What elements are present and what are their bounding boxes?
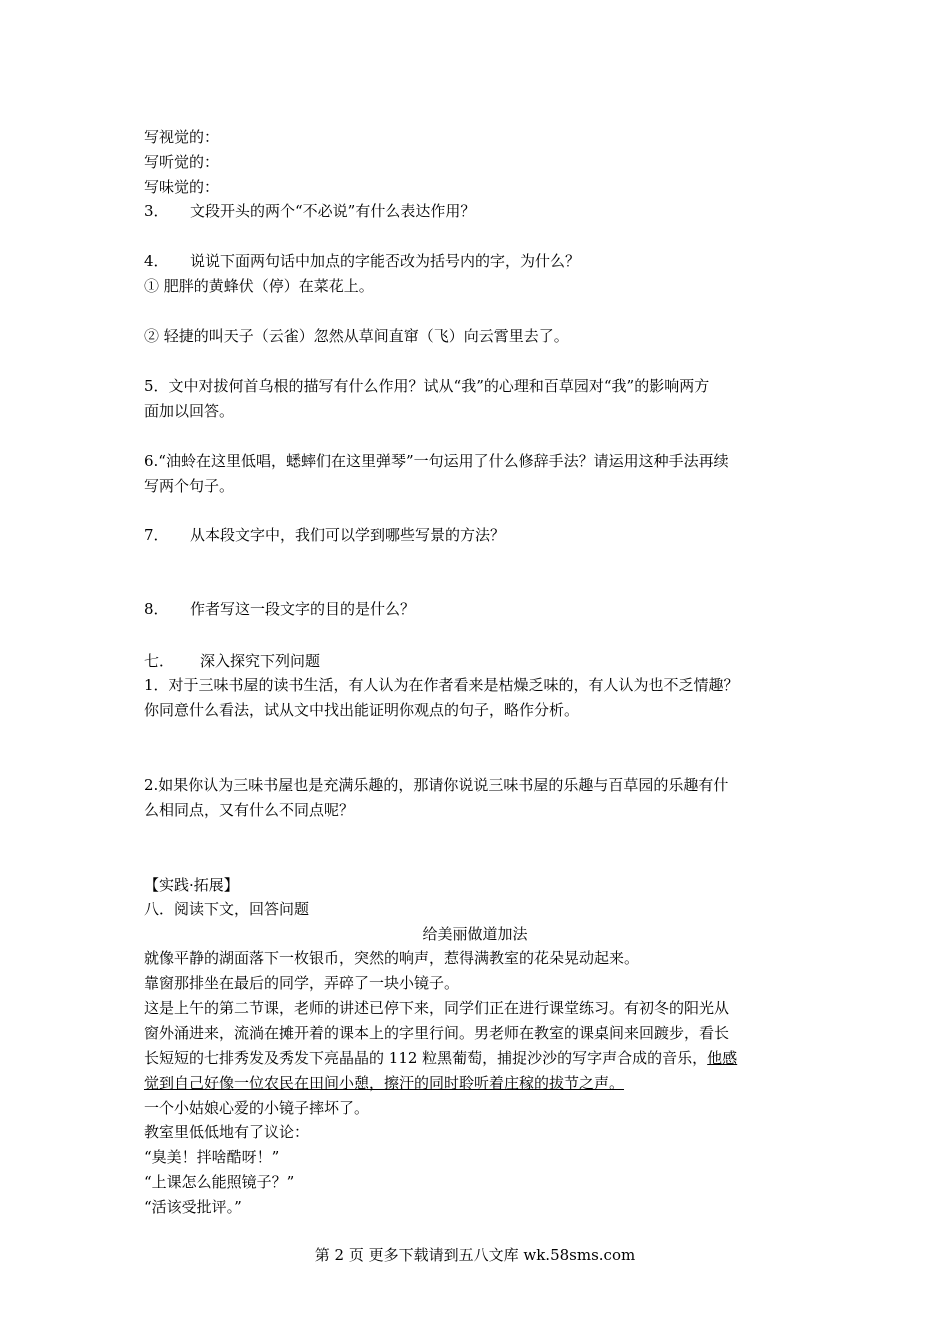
article-title: 给美丽做道加法 xyxy=(422,925,528,943)
section-title: 深入探究下列问题 xyxy=(200,652,321,670)
question-number: 4． xyxy=(144,252,169,270)
question-number: 8． xyxy=(144,600,169,618)
section-7-question-2-line-1: 2.如果你认为三味书屋也是充满乐趣的，那请你说说三味书屋的乐趣与百草园的乐趣有什 xyxy=(144,776,729,794)
question-text: 说说下面两句话中加点的字能否改为括号内的字，为什么？ xyxy=(190,252,581,270)
practice-heading: 【实践·拓展】 xyxy=(144,876,239,894)
article-paragraph-1: 就像平静的湖面落下一枚银币，突然的响声，惹得满教室的花朵晃动起来。 xyxy=(144,949,640,967)
article-paragraph-5: 教室里低低地有了议论： xyxy=(144,1123,310,1141)
question-text: 作者写这一段文字的目的是什么？ xyxy=(190,600,416,618)
question-3 xyxy=(144,200,475,222)
question-8 xyxy=(144,598,415,620)
page-footer: 第 2 页 更多下载请到五八文库 wk.58sms.com xyxy=(314,1246,636,1264)
question-text: 文段开头的两个“不必说”有什么表达作用？ xyxy=(190,202,476,220)
article-paragraph-2: 靠窗那排坐在最后的同学，弄碎了一块小镜子。 xyxy=(144,974,460,992)
paragraph-text: 长短短的七排秀发及秀发下亮晶晶的 112 粒黑葡萄，捕捉沙沙的写字声合成的音乐， xyxy=(144,1049,708,1067)
section-7-heading xyxy=(144,650,320,672)
question-number: 3． xyxy=(144,202,169,220)
section-7-question-1-line-2: 你同意什么看法，试从文中找出能证明你观点的句子，略作分析。 xyxy=(144,701,580,719)
quote-1: “臭美！拌啥酷呀！” xyxy=(144,1148,280,1166)
quote-2: “上课怎么能照镜子？” xyxy=(144,1173,295,1191)
question-6-line-2: 写两个句子。 xyxy=(144,477,235,495)
article-paragraph-3-line-4-underlined: 觉到自己好像一位农民在田间小憩，擦汗的同时聆听着庄稼的拔节之声。 xyxy=(144,1074,625,1092)
article-paragraph-3-line-1: 这是上午的第二节课，老师的讲述已停下来，同学们正在进行课堂练习。有初冬的阳光从 xyxy=(144,999,730,1017)
question-5-line-2: 面加以回答。 xyxy=(144,402,235,420)
question-text: 从本段文字中，我们可以学到哪些写景的方法？ xyxy=(190,526,506,544)
question-7 xyxy=(144,524,505,546)
section-7-question-2-line-2: 么相同点，又有什么不同点呢？ xyxy=(144,801,355,819)
question-4 xyxy=(144,250,580,272)
question-4-sentence-a: ① 肥胖的黄蜂伏（停）在菜花上。 xyxy=(144,277,374,295)
question-4-sentence-b: ② 轻捷的叫天子（云雀）忽然从草间直窜（飞）向云霄里去了。 xyxy=(144,327,569,345)
answer-line-taste: 写味觉的： xyxy=(144,178,220,196)
underlined-sentence: 他感 xyxy=(707,1049,738,1067)
section-8-heading: 八．阅读下文，回答问题 xyxy=(144,900,310,918)
question-number: 7． xyxy=(144,526,169,544)
article-paragraph-4: 一个小姑娘心爱的小镜子摔坏了。 xyxy=(144,1099,370,1117)
article-paragraph-3-line-3 xyxy=(144,1047,737,1069)
answer-line-visual: 写视觉的： xyxy=(144,128,220,146)
section-number: 七． xyxy=(144,652,175,670)
question-6-line-1: 6.“油蛉在这里低唱，蟋蟀们在这里弹琴”一句运用了什么修辞手法？请运用这种手法再续 xyxy=(144,452,729,470)
answer-line-auditory: 写听觉的： xyxy=(144,153,220,171)
section-7-question-1-line-1: 1．对于三味书屋的读书生活，有人认为在作者看来是枯燥乏味的，有人认为也不乏情趣？ xyxy=(144,676,739,694)
quote-3: “活该受批评。” xyxy=(144,1198,242,1216)
question-5-line-1: 5．文中对拔何首乌根的描写有什么作用？试从“我”的心理和百草园对“我”的影响两方 xyxy=(144,377,710,395)
article-paragraph-3-line-2: 窗外涌进来，流淌在摊开着的课本上的字里行间。男老师在教室的课桌间来回踱步，看长 xyxy=(144,1024,730,1042)
